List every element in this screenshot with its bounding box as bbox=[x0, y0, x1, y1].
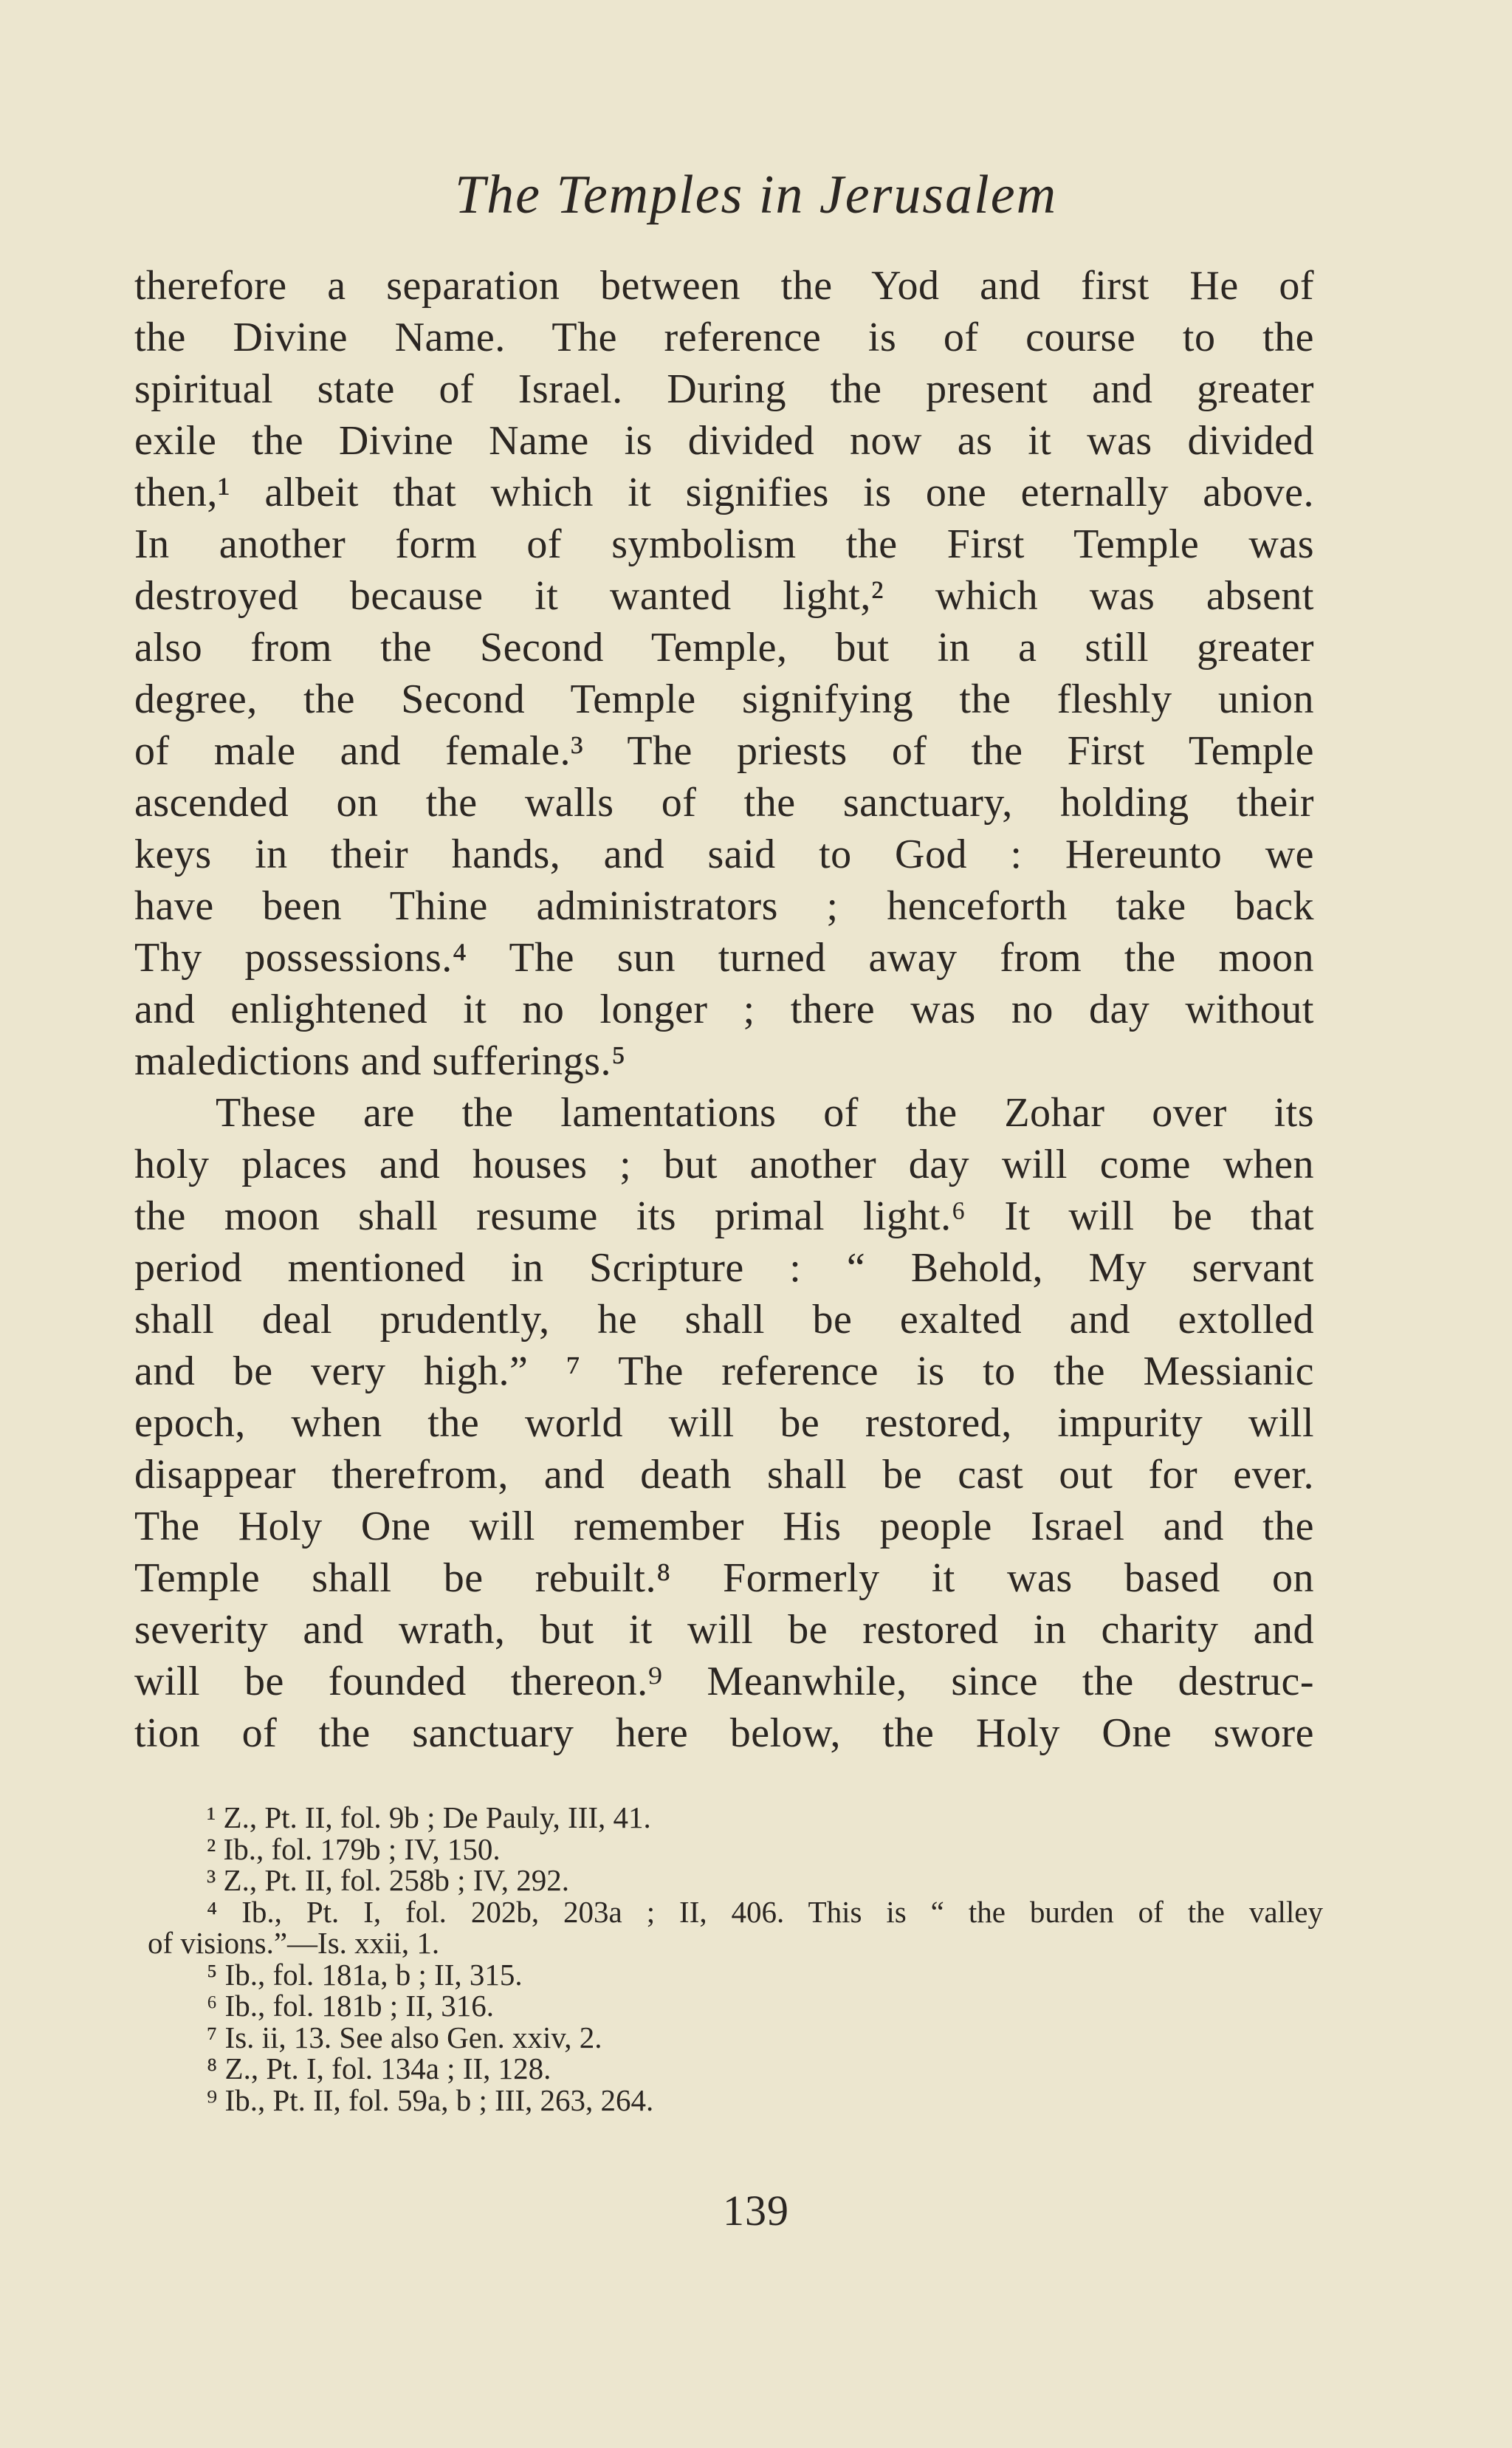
body-line: also from the Second Temple, but in a still greater bbox=[134, 625, 1314, 671]
body-line: therefore a separation between the Yod and first He of bbox=[134, 263, 1314, 309]
body-line: epoch, when the world will be restored, impurity will bbox=[134, 1400, 1314, 1446]
body-line: In another form of symbolism the First Temple was bbox=[134, 521, 1314, 567]
body-line: keys in their hands, and said to God : Hereunto we bbox=[134, 832, 1314, 877]
body-line: and be very high.” ⁷ The reference is to the Messianic bbox=[134, 1348, 1314, 1394]
footnote-line: ⁵ Ib., fol. 181a, b ; II, 315. bbox=[207, 1957, 523, 1992]
page-number: 139 bbox=[723, 2187, 789, 2235]
body-line: Thy possessions.⁴ The sun turned away from the moon bbox=[134, 935, 1314, 981]
body-line: disappear therefrom, and death shall be cast out for ever. bbox=[134, 1452, 1314, 1498]
body-line: The Holy One will remember His people Israel and the bbox=[134, 1504, 1314, 1549]
body-line: ascended on the walls of the sanctuary, holding their bbox=[134, 780, 1314, 826]
footnote-line: ¹ Z., Pt. II, fol. 9b ; De Pauly, III, 41. bbox=[207, 1800, 651, 1834]
body-line: degree, the Second Temple signifying the fleshly union bbox=[134, 676, 1314, 722]
footnote-line: ⁷ Is. ii, 13. See also Gen. xxiv, 2. bbox=[207, 2020, 602, 2054]
body-line: destroyed because it wanted light,² which was absent bbox=[134, 573, 1314, 619]
body-line: the Divine Name. The reference is of course to the bbox=[134, 315, 1314, 360]
footnote-line: ⁴ Ib., Pt. I, fol. 202b, 203a ; II, 406. This is “ the burden of the valley bbox=[207, 1894, 1323, 1929]
body-line: the moon shall resume its primal light.⁶ It will be that bbox=[134, 1193, 1314, 1239]
body-line: These are the lamentations of the Zohar over its bbox=[216, 1090, 1314, 1136]
footnote-line: ³ Z., Pt. II, fol. 258b ; IV, 292. bbox=[207, 1863, 569, 1897]
body-line: will be founded thereon.⁹ Meanwhile, since the destruc- bbox=[134, 1659, 1314, 1704]
body-text bbox=[134, 260, 1314, 1759]
body-line: severity and wrath, but it will be restored in charity and bbox=[134, 1607, 1314, 1653]
body-line: period mentioned in Scripture : “ Behold, My servant bbox=[134, 1245, 1314, 1291]
footnote-line: ⁸ Z., Pt. I, fol. 134a ; II, 128. bbox=[207, 2051, 551, 2085]
footnote-line: of visions.”—Is. xxii, 1. bbox=[148, 1926, 440, 1960]
body-line: shall deal prudently, he shall be exalted and extolled bbox=[134, 1297, 1314, 1343]
footnote-line: ² Ib., fol. 179b ; IV, 150. bbox=[207, 1831, 501, 1866]
body-line: spiritual state of Israel. During the present and greater bbox=[134, 366, 1314, 412]
footnote-line: ⁹ Ib., Pt. II, fol. 59a, b ; III, 263, 264. bbox=[207, 2082, 654, 2117]
body-line: maledictions and sufferings.⁵ bbox=[134, 1038, 626, 1084]
body-line: then,¹ albeit that which it signifies is one eternally above. bbox=[134, 470, 1314, 515]
body-line: exile the Divine Name is divided now as it was divided bbox=[134, 418, 1314, 464]
body-line: tion of the sanctuary here below, the Holy One swore bbox=[134, 1710, 1314, 1756]
running-head: The Temples in Jerusalem bbox=[454, 165, 1058, 225]
body-line: of male and female.³ The priests of the First Temple bbox=[134, 728, 1314, 774]
body-line: and enlightened it no longer ; there was no day without bbox=[134, 987, 1314, 1032]
footnote-line: ⁶ Ib., fol. 181b ; II, 316. bbox=[207, 1989, 494, 2023]
body-line: holy places and houses ; but another day will come when bbox=[134, 1142, 1314, 1187]
footnotes bbox=[148, 1802, 1323, 2116]
body-line: Temple shall be rebuilt.⁸ Formerly it was based on bbox=[134, 1555, 1314, 1601]
body-line: have been Thine administrators ; henceforth take back bbox=[134, 883, 1314, 929]
